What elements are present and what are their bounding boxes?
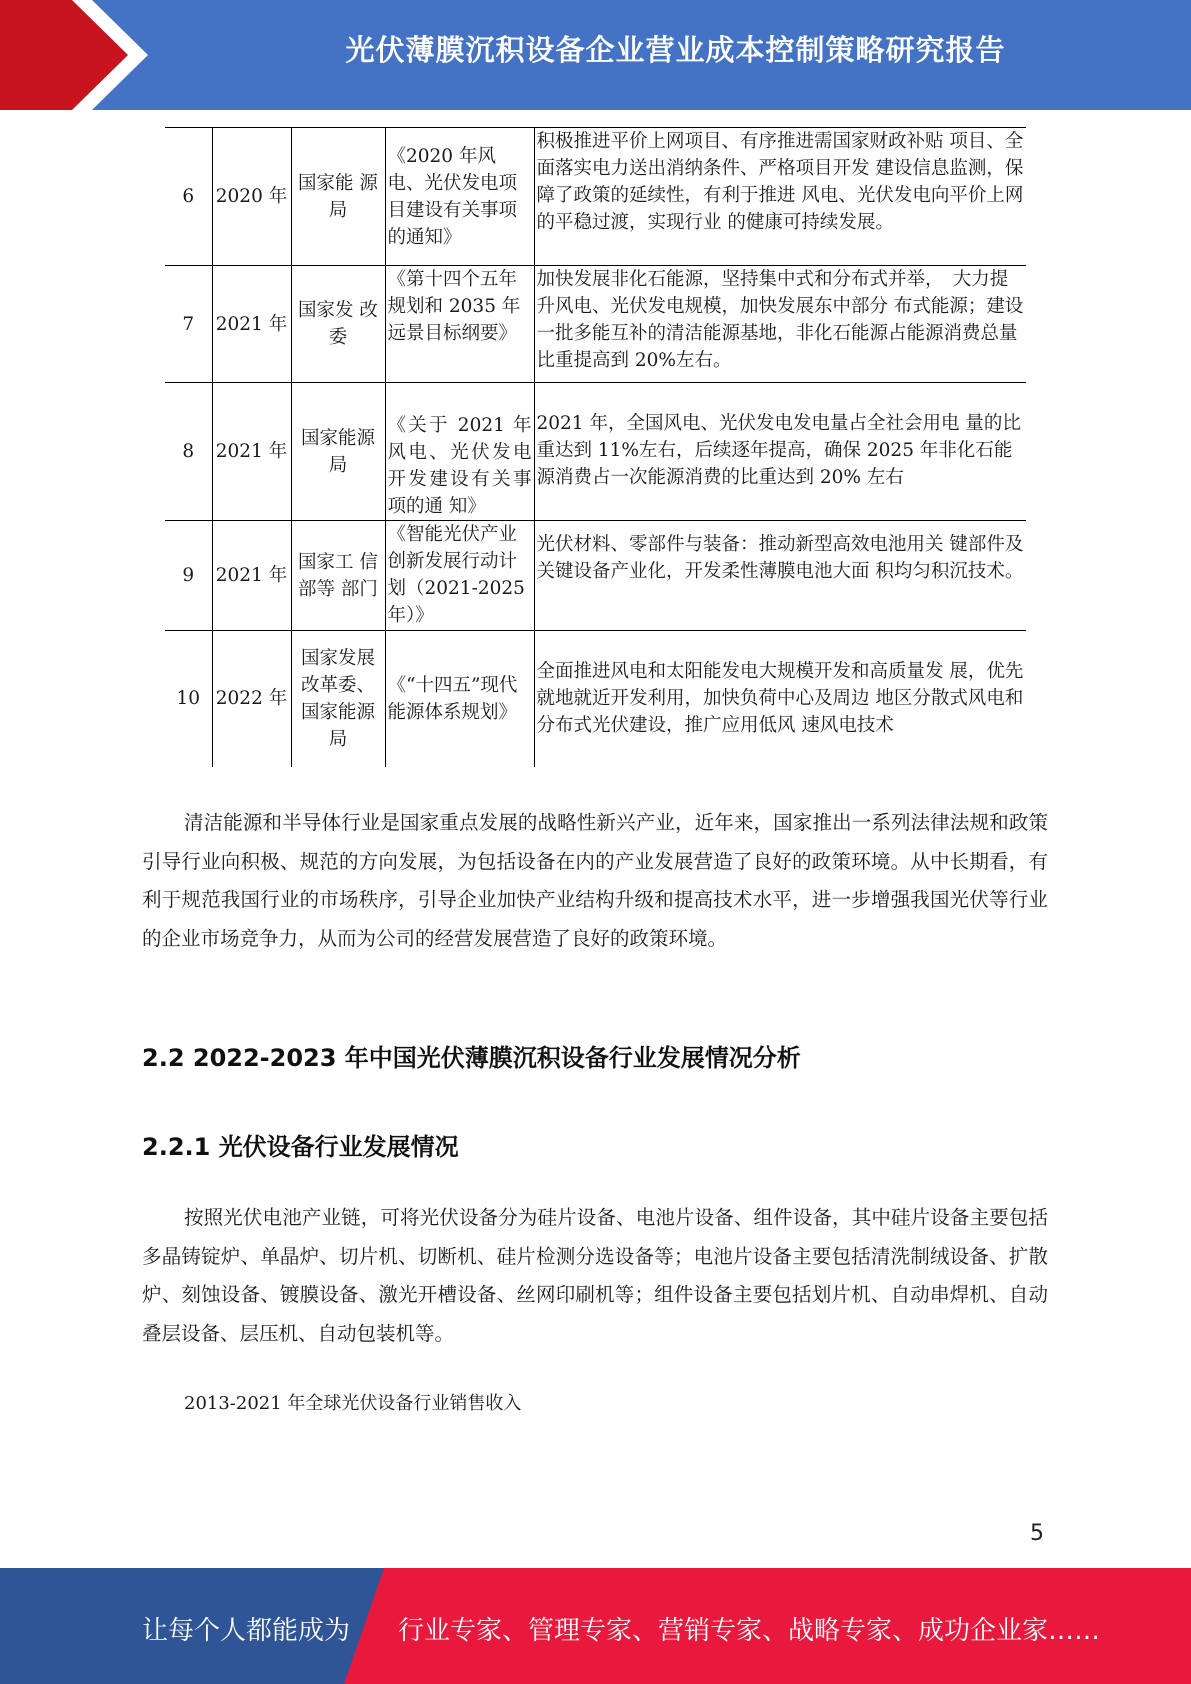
row-document: 《“十四五”现代能源体系规划》 — [385, 631, 534, 767]
row-year: 2021 年 — [212, 521, 291, 631]
row-content: 积极推进平价上网项目、有序推进需国家财政补贴 项目、全面落实电力送出消纳条件、严格项目开发 建设信息监测，保障了政策的延续性，有利于推进 风电、光伏发电向平价上网的平稳过渡，实现行业 的健康可持续发展。 — [534, 128, 1026, 266]
body-paragraph: 按照光伏电池产业链，可将光伏设备分为硅片设备、电池片设备、组件设备，其中硅片设备主要包括多晶铸锭炉、单晶炉、切片机、切断机、硅片检测分选设备等；电池片设备主要包括清洗制绒设备、扩散炉、刻蚀设备、镀膜设备、激光开槽设备、丝网印刷机等；组件设备主要包括划片机、自动串焊机、自动叠层设备、层压机、自动包装机等。 — [142, 1206, 1048, 1345]
row-department: 国家发 改委 — [291, 266, 385, 383]
row-department: 国家能源局 — [291, 383, 385, 521]
body-paragraph: 清洁能源和半导体行业是国家重点发展的战略性新兴产业，近年来，国家推出一系列法律法规和政策引导行业向积极、规范的方向发展，为包括设备在内的产业发展营造了良好的政策环境。从中长期看，有利于规范我国行业的市场秩序，引导企业加快产业结构升级和提高技术水平，进一步增强我国光伏等行业的企业市场竞争力，从而为公司的经营发展营造了良好的政策环境。 — [142, 811, 1048, 950]
row-content: 加快发展非化石能源，坚持集中式和分布式并举， 大力提升风电、光伏发电规模，加快发展东中部分 布式能源；建设一批多能互补的清洁能源基地，非化石能源占能源消费总量比重提高到 20%左右。 — [534, 266, 1026, 383]
row-content: 2021 年，全国风电、光伏发电发电量占全社会用电 量的比重达到 11%左右，后续逐年提高，确保 2025 年非化石能源消费占一次能源消费的比重达到 20% 左右 — [534, 383, 1026, 521]
row-year: 2021 年 — [212, 266, 291, 383]
row-document: 《关于 2021 年风电、光伏发电开发建设有关事项的通 知》 — [385, 383, 534, 521]
section-heading: 2.2 2022-2023 年中国光伏薄膜沉积设备行业发展情况分析 — [142, 1044, 801, 1072]
row-department: 国家能 源局 — [291, 128, 385, 266]
table-row — [165, 383, 1026, 521]
table-row — [165, 266, 1026, 383]
row-document: 《第十四个五年规划和 2035 年远景目标纲要》 — [385, 266, 534, 383]
row-number: 7 — [165, 266, 212, 383]
row-number: 10 — [165, 631, 212, 767]
row-department: 国家发展改革委、国家能源局 — [291, 631, 385, 767]
page-header — [0, 0, 1191, 110]
footer-slogan-left: 让每个人都能成为 — [142, 1616, 351, 1646]
subsection-heading: 2.2.1 光伏设备行业发展情况 — [142, 1133, 459, 1161]
figure-caption: 2013-2021 年全球光伏设备行业销售收入 — [184, 1393, 522, 1414]
row-document: 《2020 年风电、光伏发电项目建设有关事项的通知》 — [385, 128, 534, 266]
row-number: 8 — [165, 383, 212, 521]
page-footer — [0, 1568, 1191, 1684]
row-document: 《智能光伏产业创新发展行动计划（2021-2025 年）》 — [385, 521, 534, 631]
row-content: 全面推进风电和太阳能发电大规模开发和高质量发 展，优先就地就近开发利用，加快负荷中心及周边 地区分散式风电和分布式光伏建设，推广应用低风 速风电技术 — [534, 631, 1026, 767]
row-content: 光伏材料、零部件与装备：推动新型高效电池用关 键部件及关键设备产业化，开发柔性薄膜电池大面 积均匀积沉技术。 — [534, 521, 1026, 631]
footer-slogan-right: 行业专家、管理专家、营销专家、战略专家、成功企业家…… — [398, 1616, 1101, 1646]
page-number: 5 — [1030, 1521, 1044, 1546]
row-department: 国家工 信部等 部门 — [291, 521, 385, 631]
row-year: 2020 年 — [212, 128, 291, 266]
table-row — [165, 128, 1026, 266]
row-year: 2021 年 — [212, 383, 291, 521]
row-year: 2022 年 — [212, 631, 291, 767]
row-number: 9 — [165, 521, 212, 631]
policy-table — [165, 127, 1026, 767]
row-number: 6 — [165, 128, 212, 266]
table-row — [165, 631, 1026, 767]
table-row — [165, 521, 1026, 631]
document-title: 光伏薄膜沉积设备企业营业成本控制策略研究报告 — [345, 33, 1006, 67]
